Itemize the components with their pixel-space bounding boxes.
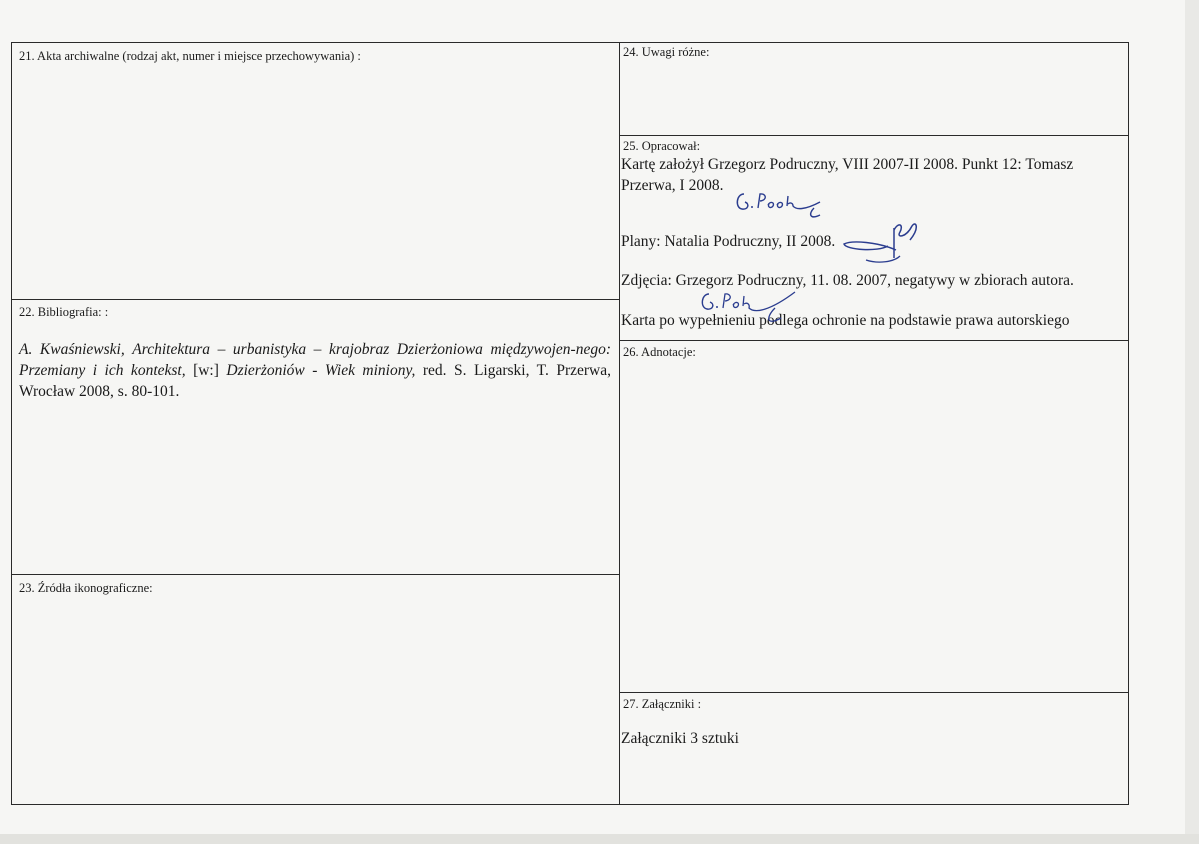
section-22-label: 22. Bibliografia: : [19, 305, 109, 319]
bibliography-book: Dzierżoniów - Wiek miniony, [226, 362, 416, 379]
section-25-label: 25. Opracował: [623, 139, 701, 153]
section-26-label: 26. Adnotacje: [623, 345, 696, 359]
divider-25-26 [619, 340, 1129, 341]
photos-line: Zdjęcia: Grzegorz Podruczny, 11. 08. 2007, negatywy w zbiorach autora. [621, 272, 1074, 289]
section-27-label: 27. Załączniki : [623, 697, 702, 711]
bibliography-author: A. Kwaśniewski, [19, 341, 125, 358]
column-divider [619, 42, 620, 805]
divider-21-22 [11, 299, 619, 300]
copyright-line: Karta po wypełnieniu podlega ochronie na podstawie prawa autorskiego [621, 312, 1070, 329]
divider-26-27 [619, 692, 1129, 693]
plans-line: Plany: Natalia Podruczny, II 2008. [621, 233, 836, 250]
divider-22-23 [11, 574, 619, 575]
bibliography-entry [19, 339, 611, 402]
signature-n-podruczny [838, 220, 928, 268]
scan-edge-right [1185, 0, 1199, 844]
divider-24-25 [619, 135, 1129, 136]
signature-g-podruczny-1 [730, 188, 830, 222]
signature-g-podruczny-2 [695, 288, 805, 328]
section-21-label: 21. Akta archiwalne (rodzaj akt, numer i miejsce przechowywania) : [19, 49, 361, 63]
bibliography-in-marker: [w:] [193, 362, 219, 379]
prepared-by-line: Kartę założył Grzegorz Podruczny, VIII 2007-II 2008. Punkt 12: Tomasz Przerwa, I 2008. [621, 156, 1074, 194]
section-23-label: 23. Źródła ikonograficzne: [19, 581, 153, 595]
section-24-label: 24. Uwagi różne: [623, 45, 710, 59]
bibliography-rest: red. S. Ligarski, T. Przerwa, Wrocław 2008, s. 80-101. [19, 362, 611, 400]
attachments-value: Załączniki 3 sztuki [621, 730, 739, 747]
scan-edge-bottom [0, 834, 1199, 844]
bibliography-title: Architektura – urbanistyka – krajobraz Dzierżoniowa międzywojen-nego: Przemiany i ich kontekst, [19, 341, 612, 379]
